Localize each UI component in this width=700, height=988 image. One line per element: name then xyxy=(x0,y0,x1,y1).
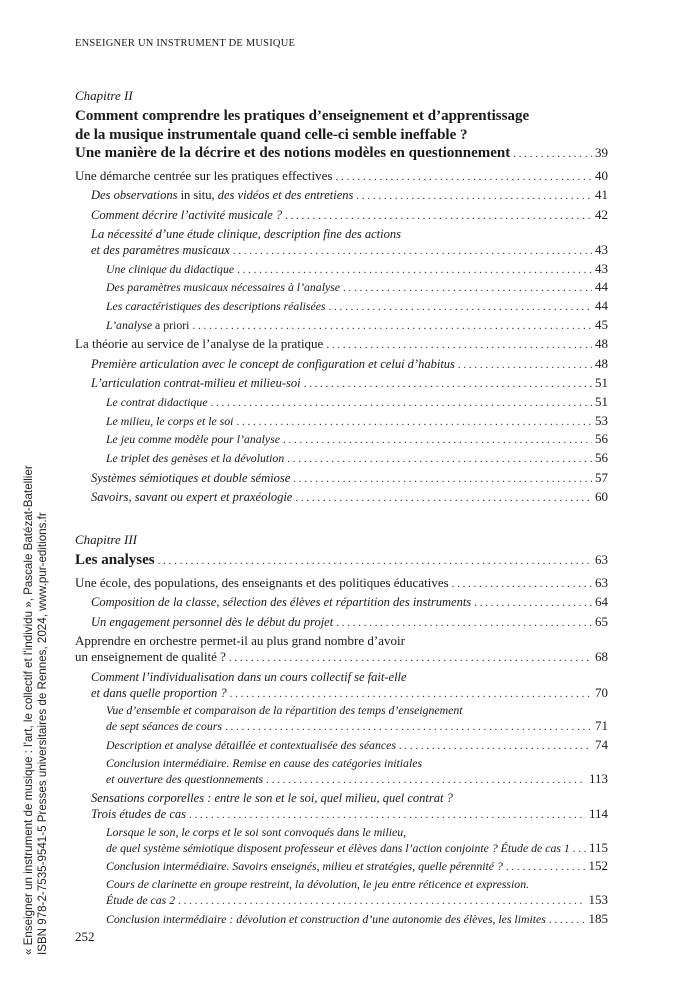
text-segment: in situ xyxy=(180,188,212,202)
text-segment: Systèmes sémiotiques et double sémiose xyxy=(91,470,291,485)
toc-entry[interactable] xyxy=(75,669,608,702)
dot-leader xyxy=(192,319,592,334)
text-segment: Une démarche centrée sur les pratiques effectives xyxy=(75,167,333,183)
toc-entry-text xyxy=(91,685,227,701)
dot-leader xyxy=(285,208,592,224)
toc-entry[interactable] xyxy=(75,168,608,185)
toc-entry-text xyxy=(75,144,510,163)
toc-entry-line xyxy=(91,470,608,487)
dot-leader xyxy=(474,595,592,611)
toc-entry-text xyxy=(75,575,449,591)
text-segment: Apprendre en orchestre permet-il au plus grand nombre d’avoir xyxy=(75,633,405,648)
toc-entry-line xyxy=(91,669,608,685)
toc-entry[interactable] xyxy=(75,413,608,430)
toc-entry[interactable] xyxy=(75,187,608,204)
toc-entry-text xyxy=(106,893,175,908)
dot-leader xyxy=(237,263,592,278)
dot-leader xyxy=(266,773,586,788)
toc-entry-text xyxy=(75,633,405,649)
toc-entry-text xyxy=(91,187,353,203)
chapter-section xyxy=(75,532,608,928)
toc-entry-text xyxy=(106,719,222,734)
toc-entry-text xyxy=(106,756,422,771)
toc-entry-text xyxy=(106,877,529,892)
text-segment: Comment comprendre les pratiques d’enseignement et d’apprentissage xyxy=(75,108,530,124)
text-segment: et ouverture des questionnements xyxy=(106,771,264,786)
text-segment: Le jeu comme modèle pour l’analyse xyxy=(106,432,280,447)
toc-page-number: 56 xyxy=(595,450,608,465)
toc-page-number: 51 xyxy=(595,393,608,409)
toc-entry[interactable] xyxy=(75,470,608,487)
text-segment: de la musique instrumentale quand celle-ci semble ineffable ? xyxy=(75,126,468,143)
toc-entry[interactable] xyxy=(75,633,608,666)
toc-page-number: 40 xyxy=(595,167,608,183)
toc-entry-text xyxy=(75,336,323,352)
toc-entry[interactable] xyxy=(75,594,608,611)
toc-entry-text xyxy=(106,859,503,874)
dot-leader xyxy=(158,552,592,571)
text-segment: Étude de cas 2 xyxy=(106,893,176,908)
toc-entry-text xyxy=(106,318,189,333)
toc-page-number: 71 xyxy=(595,718,608,734)
text-segment: Lorsque le son, le corps et le soi sont convoqués dans le milieu, xyxy=(106,824,407,839)
text-segment: Trois études de cas xyxy=(91,807,187,822)
text-segment: Un engagement personnel dès le début du projet xyxy=(91,614,334,629)
toc-entry[interactable] xyxy=(75,911,608,928)
toc-entry-line xyxy=(106,892,608,909)
running-head: ENSEIGNER UN INSTRUMENT DE MUSIQUE xyxy=(75,38,296,49)
toc-page-number: 43 xyxy=(595,242,608,257)
text-segment: Le milieu, le corps et le soi xyxy=(106,413,234,428)
text-segment: Sensations corporelles : entre le son et le soi, quel milieu, quel contrat ? xyxy=(91,791,453,806)
toc-entry-line xyxy=(91,685,608,702)
text-segment: La nécessité d’une étude clinique, description fine des actions xyxy=(91,227,401,241)
toc-entry-text xyxy=(75,107,529,126)
text-segment: Le triplet des genèses et la dévolution xyxy=(106,451,285,465)
toc-entry-text xyxy=(75,551,155,570)
toc-entry-line xyxy=(106,877,608,892)
toc-entry[interactable] xyxy=(75,431,608,448)
toc-entry[interactable] xyxy=(75,450,608,467)
text-segment: Des observations xyxy=(91,188,181,202)
toc-entry-line xyxy=(106,718,608,735)
toc-entry-text xyxy=(91,790,453,806)
toc-page-number: 74 xyxy=(595,736,608,752)
dot-leader xyxy=(329,300,592,315)
toc-page-number: 68 xyxy=(595,649,608,664)
toc-entry-text xyxy=(106,280,340,295)
toc-entry[interactable] xyxy=(75,336,608,353)
dot-leader xyxy=(326,337,592,353)
copyright-line-2: ISBN 978-2-7535-9541-5 Presses universitaires de Rennes, 2024, www.pur-editions.fr xyxy=(36,512,49,955)
toc-entry-text xyxy=(106,299,326,314)
text-segment: de sept séances de cours xyxy=(106,719,222,734)
text-segment: et des paramètres musicaux xyxy=(91,243,230,257)
chapter-label: Chapitre III xyxy=(75,532,137,547)
toc-entry-text xyxy=(106,912,546,927)
toc-entry-text xyxy=(106,395,208,410)
toc-entry-text xyxy=(91,207,282,223)
toc-entry-line xyxy=(106,431,608,448)
dot-leader xyxy=(293,471,592,487)
toc-entry-line xyxy=(91,614,608,631)
toc-page-number: 48 xyxy=(595,336,608,352)
toc-entry-line xyxy=(106,858,608,875)
text-segment: Une clinique du didactique xyxy=(106,261,235,276)
dot-leader xyxy=(233,243,592,259)
toc-entry-line xyxy=(106,737,608,754)
text-segment: Des paramètres musicaux nécessaires à l’analyse xyxy=(106,280,341,295)
toc-entry[interactable] xyxy=(75,394,608,411)
toc-page-number: 41 xyxy=(595,187,608,202)
dot-leader xyxy=(295,490,592,506)
dot-leader xyxy=(225,720,592,735)
text-segment: Conclusion intermédiaire : dévolution et construction d’une autonomie des élèves, les limites xyxy=(106,911,546,926)
toc-page-number: 153 xyxy=(588,892,608,908)
dot-leader xyxy=(458,357,592,373)
dot-leader xyxy=(236,415,592,430)
dot-leader xyxy=(452,576,592,592)
toc-entry-line xyxy=(106,911,608,928)
toc-entry-line xyxy=(106,840,608,857)
toc-page-number: 115 xyxy=(588,839,608,855)
text-segment: Conclusion intermédiaire. Savoirs enseignés, milieu et stratégies, quelle pérennité ? xyxy=(106,859,503,874)
toc-page-number: 53 xyxy=(595,412,608,428)
toc-page-number: 51 xyxy=(595,375,608,391)
toc-entry-line xyxy=(91,187,608,204)
dot-leader xyxy=(304,376,592,392)
text-segment: Comment décrire l’activité musicale ? xyxy=(91,207,283,222)
copyright-sidebar xyxy=(22,465,50,955)
text-segment: Conclusion intermédiaire. Remise en cause des catégories initiales xyxy=(106,755,423,770)
chapter-title-entry[interactable] xyxy=(75,107,608,164)
toc-entry[interactable] xyxy=(75,575,608,592)
toc-entry[interactable] xyxy=(75,703,608,735)
toc-entry-line xyxy=(91,806,608,823)
dot-leader xyxy=(211,396,592,411)
toc-entry-line xyxy=(106,317,608,334)
toc-entry-line xyxy=(91,489,608,506)
text-segment: Les analyses xyxy=(75,552,155,568)
toc-entry[interactable] xyxy=(75,356,608,373)
dot-leader xyxy=(343,281,592,296)
toc-page-number: 65 xyxy=(595,613,608,629)
toc-entry-line xyxy=(75,336,608,353)
text-segment: Composition de la classe, sélection des élèves et répartition des instruments xyxy=(91,595,472,609)
dot-leader xyxy=(506,860,586,875)
text-segment: Une école, des populations, des enseignants et des politiques éducatives xyxy=(75,574,449,590)
toc-entry[interactable] xyxy=(75,858,608,875)
copyright-line-1: « Enseigner un instrument de musique : l'art, le collectif et l'individu », Pascale Batézat-Batellier xyxy=(22,465,35,955)
text-segment: un enseignement de qualité ? xyxy=(75,649,226,664)
toc-entry-line xyxy=(75,126,608,145)
text-segment: Comment l’individualisation dans un cours collectif se fait-elle xyxy=(91,669,407,684)
toc-entry-line xyxy=(106,703,608,718)
toc-entry-line xyxy=(106,756,608,771)
text-segment: Première articulation avec le concept de configuration et celui d’habitus xyxy=(91,356,455,371)
toc-entry-text xyxy=(106,825,406,840)
toc-entry[interactable] xyxy=(75,489,608,506)
dot-leader xyxy=(549,913,586,928)
toc-entry[interactable] xyxy=(75,825,608,857)
toc-entry-line xyxy=(75,168,608,185)
toc-entry-line xyxy=(106,413,608,430)
toc-page-number: 42 xyxy=(595,206,608,222)
text-segment: La théorie au service de l’analyse de la pratique xyxy=(75,336,324,352)
toc-entry-text xyxy=(91,806,186,822)
toc-entry[interactable] xyxy=(75,756,608,788)
text-segment: Cours de clarinette en groupe restreint, la dévolution, le jeu entre réticence et expression. xyxy=(106,877,530,892)
toc-entry-line xyxy=(91,594,608,611)
toc-page-number: 70 xyxy=(595,684,608,700)
toc-entry-line xyxy=(106,771,608,788)
toc-entry-line xyxy=(106,279,608,296)
toc-entry-text xyxy=(75,168,332,184)
toc-entry-text xyxy=(91,594,471,610)
toc-page-number: 56 xyxy=(595,431,608,447)
text-segment: a priori xyxy=(155,317,190,332)
toc-entry-line xyxy=(75,144,608,164)
toc-page-number: 63 xyxy=(595,574,608,590)
toc-page-number: 63 xyxy=(595,552,608,567)
toc-entry[interactable] xyxy=(75,877,608,909)
text-segment: Une manière de la décrire et des notions modèles en questionnement xyxy=(75,145,511,161)
text-segment: L’articulation contrat-milieu et milieu-soi xyxy=(91,376,301,391)
toc-entry-text xyxy=(91,375,301,391)
toc-entry-line xyxy=(75,575,608,592)
toc-entry[interactable] xyxy=(75,790,608,823)
toc-entry-line xyxy=(106,298,608,315)
dot-leader xyxy=(283,433,592,448)
toc-entry-text xyxy=(75,126,468,145)
toc-page-number: 57 xyxy=(595,469,608,485)
toc-entry-line xyxy=(75,551,608,571)
toc-page-number: 45 xyxy=(595,316,608,332)
dot-leader xyxy=(230,686,592,702)
toc-entry-text xyxy=(106,451,284,466)
toc-entry[interactable] xyxy=(75,261,608,278)
toc-entry-line xyxy=(91,790,608,806)
toc-entry-line xyxy=(106,394,608,411)
toc-page-number: 64 xyxy=(595,594,608,609)
toc-entry-line xyxy=(75,633,608,649)
toc-entry[interactable] xyxy=(75,279,608,296)
toc-page-number: 113 xyxy=(588,770,608,786)
toc-page-number: 152 xyxy=(588,858,608,874)
toc-entry[interactable] xyxy=(75,614,608,631)
toc-entry-text xyxy=(106,841,570,856)
toc-page-number: 60 xyxy=(595,489,608,504)
toc-entry-line xyxy=(106,450,608,467)
toc-entry-line xyxy=(75,107,608,126)
toc-entry-line xyxy=(106,825,608,840)
toc-entry-text xyxy=(91,489,292,505)
toc-entry[interactable] xyxy=(75,375,608,392)
text-segment: L’analyse xyxy=(106,317,156,332)
dot-leader xyxy=(573,842,586,857)
toc-entry-line xyxy=(91,375,608,392)
dot-leader xyxy=(229,650,592,666)
page-number: 252 xyxy=(75,929,95,944)
dot-leader xyxy=(336,615,592,631)
text-segment: de quel système sémiotique disposent professeur et élèves dans l’action conjointe ? Étude de cas 1 xyxy=(106,840,570,855)
toc-entry-line xyxy=(91,226,608,242)
dot-leader xyxy=(513,145,592,164)
dot-leader xyxy=(178,894,585,909)
text-segment: Savoirs, savant ou expert et praxéologie xyxy=(91,490,293,504)
text-segment: , des vidéos et des entretiens xyxy=(211,188,354,202)
toc-entry-text xyxy=(106,262,234,277)
toc-entry[interactable] xyxy=(75,298,608,315)
toc-page-number: 44 xyxy=(595,298,608,314)
toc-entry-text xyxy=(91,470,290,486)
table-of-contents xyxy=(75,88,608,928)
toc-page-number: 48 xyxy=(595,355,608,371)
toc-entry-text xyxy=(75,649,226,665)
toc-entry-text xyxy=(91,226,401,242)
toc-entry[interactable] xyxy=(75,737,608,754)
text-segment: Le contrat didactique xyxy=(106,394,208,409)
chapter-label: Chapitre II xyxy=(75,88,133,103)
toc-page-number: 39 xyxy=(595,145,608,160)
chapter-section xyxy=(75,88,608,506)
toc-entry-text xyxy=(91,356,455,372)
toc-entry[interactable] xyxy=(75,226,608,259)
toc-entry-text xyxy=(106,772,263,787)
toc-page-number: 43 xyxy=(595,260,608,276)
toc-entry-line xyxy=(75,649,608,666)
dot-leader xyxy=(287,452,592,467)
toc-page-number: 44 xyxy=(595,279,608,295)
dot-leader xyxy=(356,188,592,204)
text-segment: Description et analyse détaillée et contextualisée des séances xyxy=(106,737,396,752)
toc-entry-text xyxy=(91,242,230,258)
toc-page-number: 185 xyxy=(588,910,608,926)
toc-page-number: 114 xyxy=(588,806,608,822)
text-segment: Vue d’ensemble et comparaison de la répartition des temps d’enseignement xyxy=(106,703,463,718)
toc-entry-line xyxy=(91,356,608,373)
toc-entry-line xyxy=(91,207,608,224)
toc-entry-text xyxy=(106,414,233,429)
toc-entry-text xyxy=(106,738,396,753)
dot-leader xyxy=(335,169,592,185)
text-segment: et dans quelle proportion ? xyxy=(91,685,227,700)
toc-entry-text xyxy=(106,703,463,718)
toc-entry[interactable] xyxy=(75,207,608,224)
chapter-title-entry[interactable] xyxy=(75,551,608,571)
dot-leader xyxy=(399,739,592,754)
toc-entry-line xyxy=(91,242,608,259)
toc-entry[interactable] xyxy=(75,317,608,334)
toc-entry-text xyxy=(106,432,280,447)
toc-entry-text xyxy=(91,614,333,630)
toc-entry-text xyxy=(91,669,407,685)
dot-leader xyxy=(189,807,586,823)
text-segment: Les caractéristiques des descriptions réalisées xyxy=(106,299,326,314)
toc-entry-line xyxy=(106,261,608,278)
